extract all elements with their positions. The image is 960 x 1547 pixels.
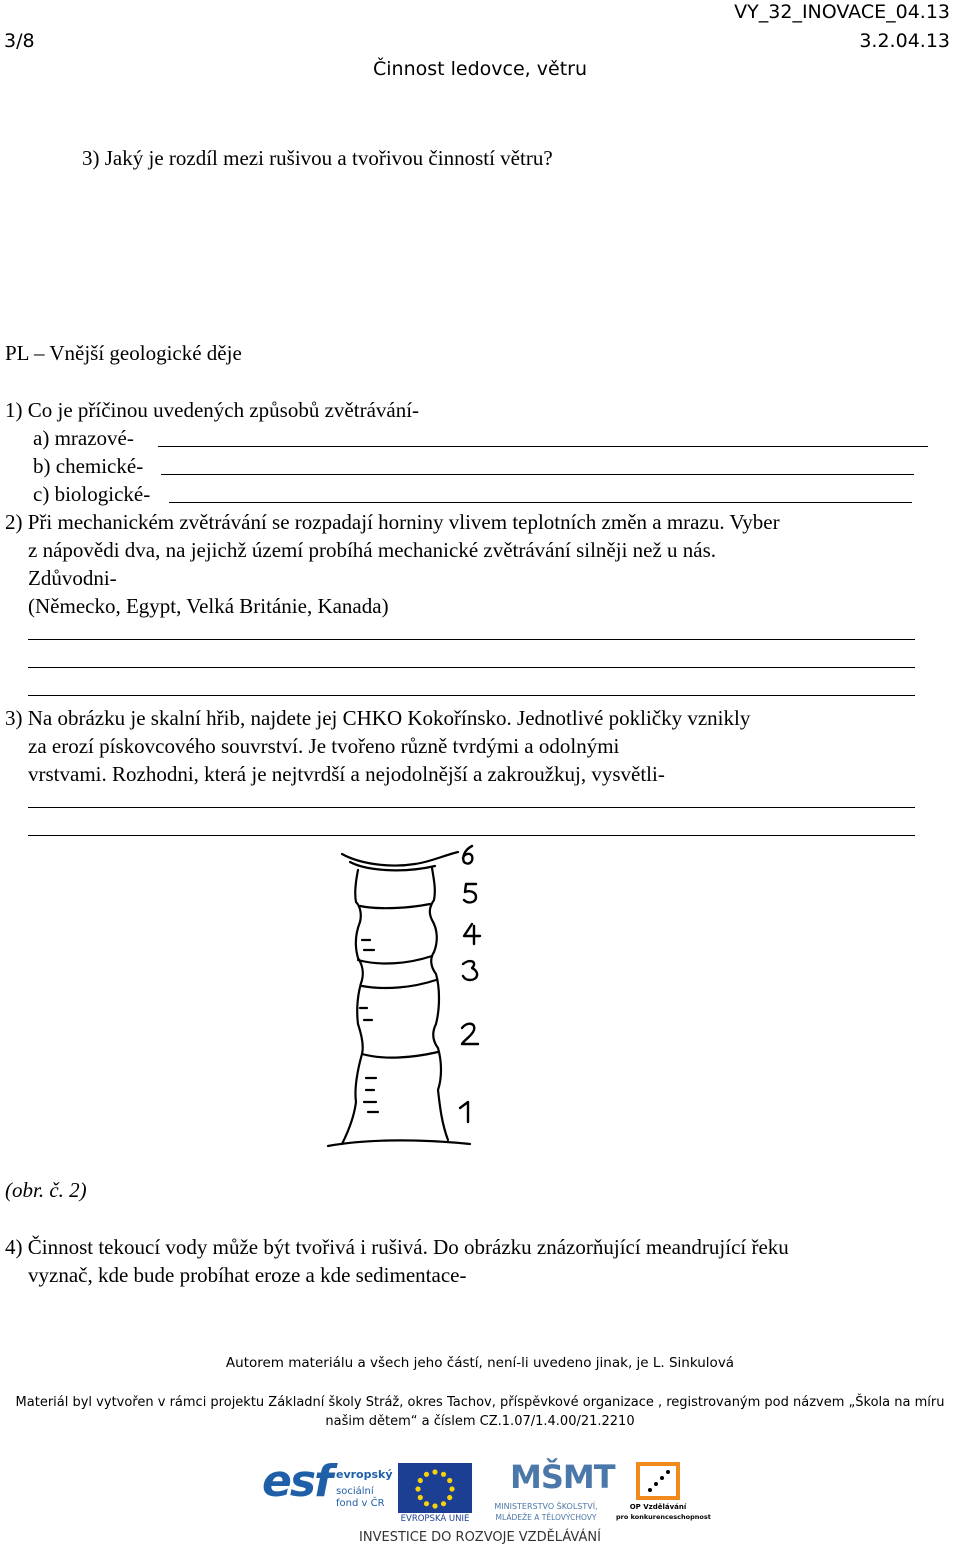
layer-label-1	[460, 1102, 468, 1122]
ground-line	[328, 1140, 470, 1146]
op-emblem-icon	[636, 1462, 680, 1500]
question-2-line1: 2) Při mechanickém zvětrávání se rozpadají horniny vlivem teplotních změn a mrazu. Vyber	[5, 510, 780, 534]
question-2-line4: (Německo, Egypt, Velká Británie, Kanada)	[28, 594, 389, 618]
answer-line-2c[interactable]	[28, 695, 915, 696]
esf-text-3: fond v ČR	[336, 1498, 385, 1509]
msmt-text-1: MINISTERSTVO ŠKOLSTVÍ,	[494, 1502, 598, 1511]
question-2-line3: Zdůvodni-	[28, 566, 117, 590]
esf-mark: esf	[262, 1456, 332, 1507]
eu-logo	[398, 1463, 472, 1527]
author-note: Autorem materiálu a všech jeho částí, není-li uvedeno jinak, je L. Sinkulová	[225, 1355, 735, 1371]
eu-flag-icon	[398, 1463, 472, 1513]
layer-label-3	[463, 961, 477, 980]
op-text-1: OP Vzdělávání	[629, 1503, 687, 1511]
question-wind: 3) Jaký je rozdíl mezi rušivou a tvořivou činností větru?	[82, 146, 553, 170]
question-1a: a) mrazové-	[33, 426, 134, 450]
project-note-line1: Materiál byl vytvořen v rámci projektu Základní školy Stráž, okres Tachov, příspěvkové organizace , registrovaným pod názvem „Škola na míru	[15, 1395, 945, 1410]
answer-line-1c[interactable]	[169, 502, 912, 503]
rock-right-profile	[430, 868, 448, 1140]
eu-label: EVROPSKÁ UNIE	[400, 1514, 470, 1524]
question-1b: b) chemické-	[33, 454, 144, 478]
question-4-line1: 4) Činnost tekoucí vody může být tvořivá i rušivá. Do obrázku znázorňující meandrující řeku	[5, 1235, 789, 1259]
rock-mushroom-drawing	[320, 840, 500, 1155]
question-1: 1) Co je příčinou uvedených způsobů zvětrávání-	[5, 398, 420, 422]
esf-logo	[262, 1456, 393, 1526]
question-1c: c) biologické-	[33, 482, 151, 506]
investment-slogan: INVESTICE DO ROZVOJE VZDĚLÁVÁNÍ	[359, 1530, 601, 1545]
layer-label-4	[464, 924, 480, 944]
page-number: 3/8	[4, 30, 35, 52]
page-title: Činnost ledovce, větru	[373, 58, 587, 80]
question-3-line3: vrstvami. Rozhodni, která je nejtvrdší a nejodolnější a zakroužkuj, vysvětli-	[28, 762, 665, 786]
section-title: PL – Vnější geologické děje	[5, 341, 242, 365]
answer-line-2b[interactable]	[28, 667, 915, 668]
question-3-line2: za erozí pískovcového souvrství. Je tvořeno různě tvrdými a odolnými	[28, 734, 620, 758]
answer-line-1b[interactable]	[161, 474, 914, 475]
msmt-logo	[480, 1458, 615, 1526]
layer-boundary-2-1	[362, 1052, 438, 1058]
layer-label-2	[462, 1024, 478, 1044]
msmt-mark: MŠMT	[510, 1458, 615, 1496]
project-note-line2: našim dětem“ a číslem CZ.1.07/1.4.00/21.2210	[325, 1414, 635, 1429]
question-4-line2: vyznač, kde bude probíhat eroze a kde sedimentace-	[28, 1263, 467, 1287]
cap-6-outline	[342, 852, 458, 866]
op-text-2: pro konkurenceschopnost	[616, 1513, 711, 1521]
question-2-line2: z nápovědi dva, na jejichž území probíhá mechanické zvětrávání silněji než u nás.	[28, 538, 717, 562]
material-date: 3.2.04.13	[859, 30, 950, 52]
layer-label-6	[463, 846, 472, 864]
layer-boundary-4-3	[358, 956, 432, 963]
esf-text-2: sociální	[336, 1486, 374, 1497]
answer-line-2a[interactable]	[28, 639, 915, 640]
esf-text-1: evropský	[336, 1468, 393, 1481]
answer-line-1a[interactable]	[158, 446, 928, 447]
msmt-text-2: MLÁDEŽE A TĚLOVÝCHOVY	[495, 1513, 597, 1522]
layer-boundary-3-2	[362, 980, 436, 988]
answer-line-3a[interactable]	[28, 807, 915, 808]
material-code: VY_32_INOVACE_04.13	[734, 1, 950, 23]
layer-label-5	[464, 884, 476, 902]
answer-line-3b[interactable]	[28, 835, 915, 836]
op-logo	[616, 1460, 711, 1526]
figure-caption: (obr. č. 2)	[5, 1178, 87, 1202]
layer-boundary-5-4	[360, 904, 430, 908]
question-3-line1: 3) Na obrázku je skalní hřib, najdete jej CHKO Kokořínsko. Jednotlivé pokličky vznikly	[5, 706, 751, 730]
